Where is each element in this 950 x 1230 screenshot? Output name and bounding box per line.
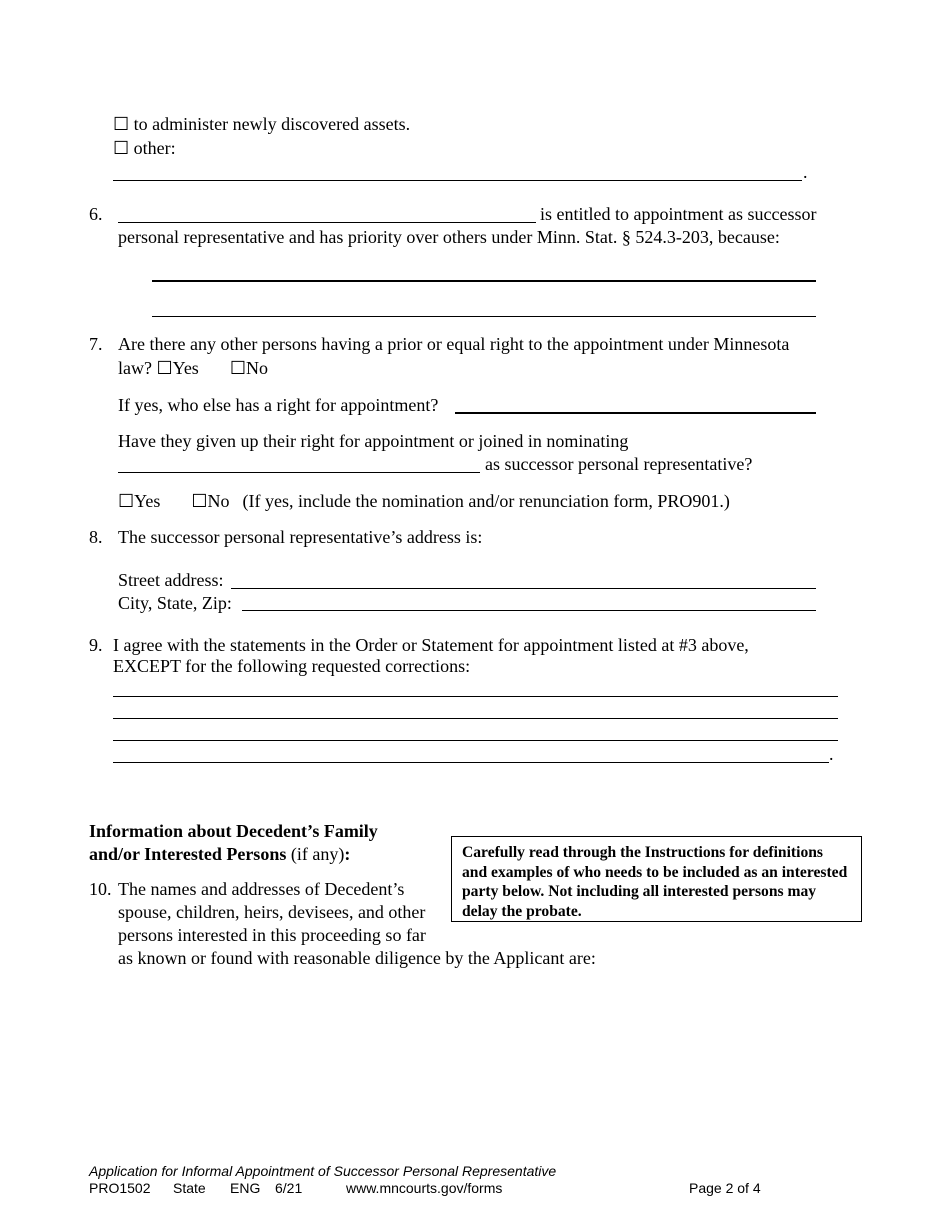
option-newly-discovered-label: to administer newly discovered assets.	[133, 114, 411, 134]
item-number-9: 9.	[89, 635, 103, 655]
info-heading-colon: :	[344, 844, 351, 864]
footer-date: 6/21	[275, 1180, 303, 1196]
sec7-question-1b: law?	[118, 358, 152, 378]
sec9-text-1: I agree with the statements in the Order or Statement for appointment listed at #3 above,	[113, 635, 749, 655]
no-label: No	[245, 358, 268, 378]
period: .	[803, 162, 808, 182]
sec9-text-2: EXCEPT for the following requested corrections:	[113, 656, 471, 676]
sec10-line-4: as known or found with reasonable diligence by the Applicant are:	[118, 948, 596, 968]
sec6-text-1: is entitled to appointment as successor	[540, 204, 817, 224]
option-newly-discovered	[113, 114, 410, 135]
city-state-zip-line[interactable]	[242, 610, 816, 611]
corrections-line-3[interactable]	[113, 740, 838, 741]
street-address-label: Street address:	[118, 570, 224, 590]
instructions-notice-text: Carefully read through the Instructions for definitions and examples of who needs to be included as an interested party below. Not including all interested persons may delay the probate.	[462, 844, 848, 920]
corrections-line-2[interactable]	[113, 718, 838, 719]
because-line-1[interactable]	[152, 280, 816, 282]
info-heading-bold: and/or Interested Persons	[89, 844, 287, 864]
sec8-text: The successor personal representative’s address is:	[118, 527, 483, 547]
item-number-7: 7.	[89, 334, 103, 354]
sec7-question-3b: as successor personal representative?	[485, 454, 753, 474]
sec7-question-2: If yes, who else has a right for appointment?	[118, 395, 439, 415]
footer-url[interactable]: www.mncourts.gov/forms	[346, 1180, 503, 1196]
corrections-line-1[interactable]	[113, 696, 838, 697]
option-other-label: other:	[133, 138, 176, 158]
option-other	[113, 138, 176, 159]
checkbox-icon[interactable]: ☐	[156, 358, 173, 378]
street-address-line[interactable]	[231, 588, 816, 589]
yes-label: Yes	[172, 358, 199, 378]
successor-name-line[interactable]	[118, 222, 536, 223]
sec7-question-1a: Are there any other persons having a prior or equal right to the appointment under Minnesota	[118, 334, 790, 354]
info-heading-line-2	[89, 844, 350, 865]
footer-page-number: Page 2 of 4	[689, 1180, 761, 1196]
item-number-10: 10.	[89, 879, 112, 899]
yes-label: Yes	[134, 491, 161, 511]
checkbox-icon[interactable]: ☐	[118, 491, 135, 511]
footer-form-code: PRO1502	[89, 1180, 151, 1196]
sec10-line-1: The names and addresses of Decedent’s	[118, 879, 405, 899]
item-number-6: 6.	[89, 204, 103, 224]
info-heading-paren: (if any)	[290, 844, 345, 864]
sec7-note: (If yes, include the nomination and/or renunciation form, PRO901.)	[242, 491, 730, 511]
no-label: No	[207, 491, 230, 511]
checkbox-icon[interactable]: ☐	[191, 491, 208, 511]
checkbox-icon[interactable]: ☐	[229, 358, 246, 378]
corrections-line-4[interactable]	[113, 762, 829, 763]
sec6-text-2: personal representative and has priority over others under Minn. Stat. § 524.3-203, because:	[118, 227, 780, 247]
checkbox-icon[interactable]: ☐	[113, 114, 130, 134]
footer-form-title: Application for Informal Appointment of Successor Personal Representative	[89, 1163, 557, 1179]
nominee-line[interactable]	[118, 472, 480, 473]
info-heading-line-1: Information about Decedent’s Family	[89, 821, 378, 841]
checkbox-icon[interactable]: ☐	[113, 138, 130, 158]
sec7-answer-row	[118, 491, 730, 512]
sec10-line-3: persons interested in this proceeding so far	[118, 925, 426, 945]
other-persons-line[interactable]	[455, 412, 816, 414]
footer-state: State	[173, 1180, 206, 1196]
other-blank-line[interactable]	[113, 180, 802, 181]
footer-language: ENG	[230, 1180, 261, 1196]
instructions-notice-box	[451, 836, 862, 922]
period: .	[829, 744, 834, 764]
item-number-8: 8.	[89, 527, 103, 547]
sec10-line-2: spouse, children, heirs, devisees, and other	[118, 902, 426, 922]
sec7-question-3a: Have they given up their right for appointment or joined in nominating	[118, 431, 629, 451]
sec7-question-1b-row	[118, 358, 268, 379]
city-state-zip-label: City, State, Zip:	[118, 593, 232, 613]
because-line-2[interactable]	[152, 316, 816, 317]
